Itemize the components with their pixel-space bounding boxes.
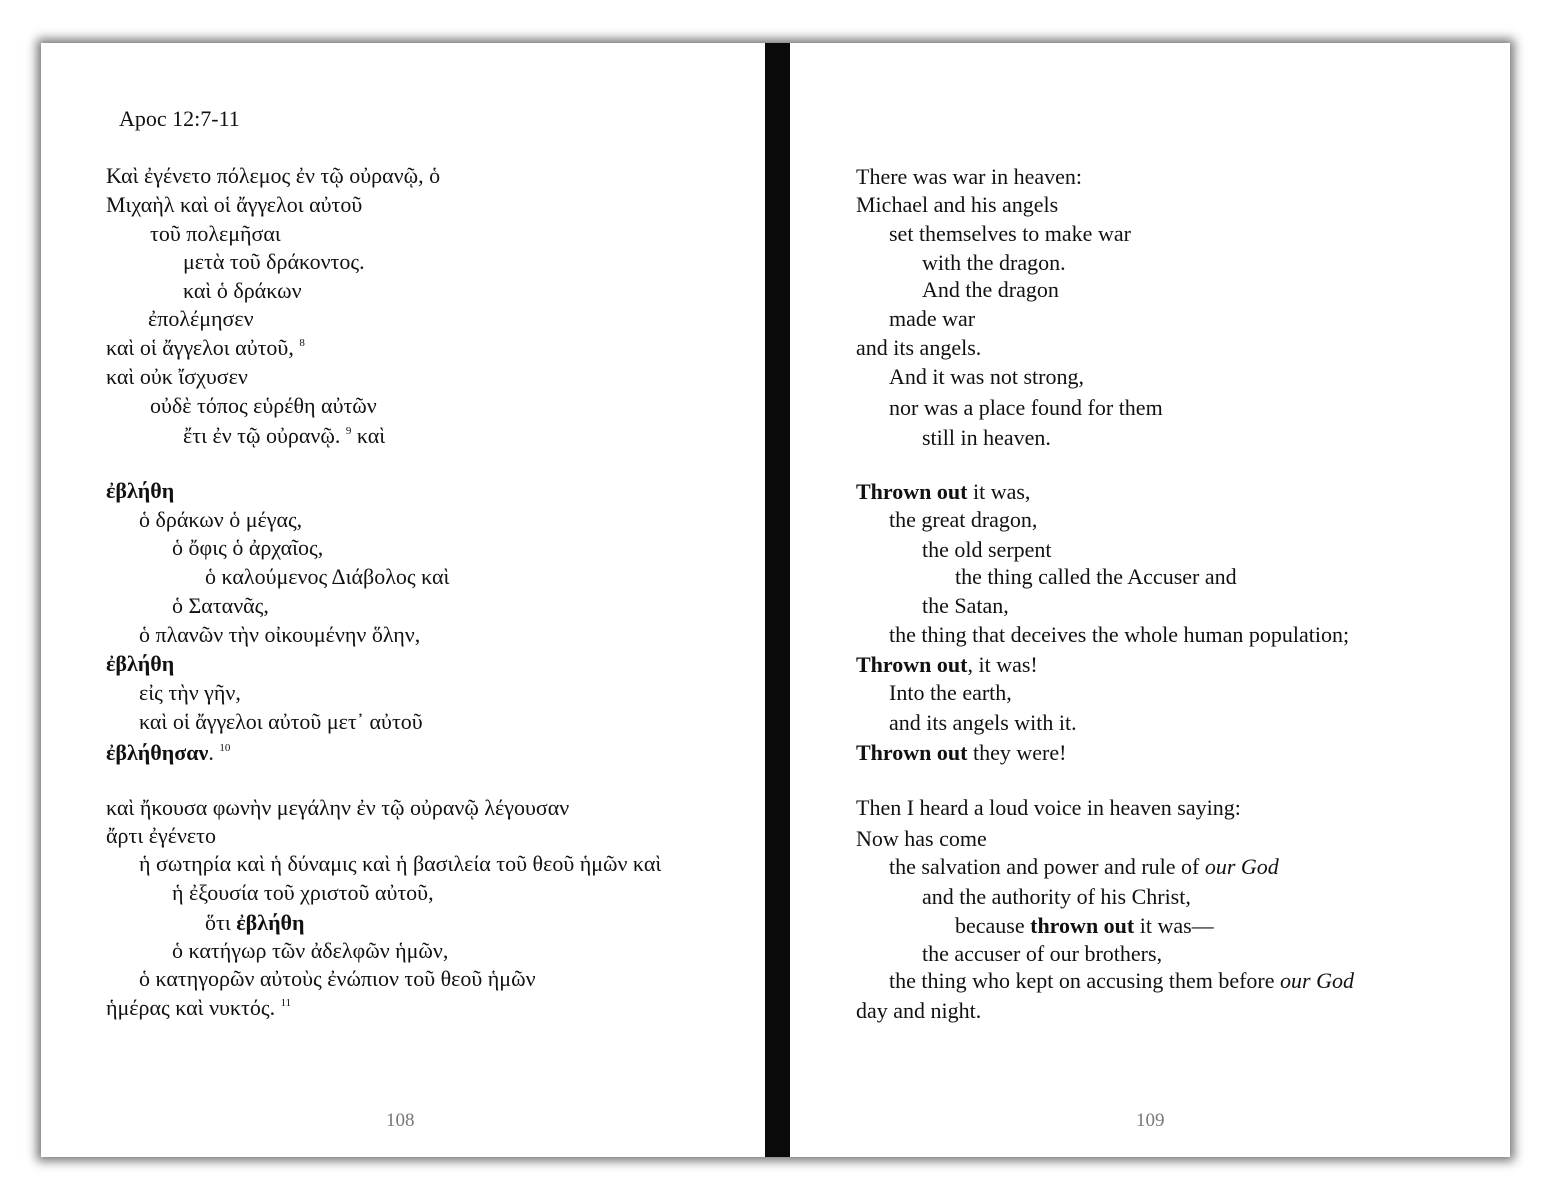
- text-line: [856, 651, 1038, 679]
- book-gutter: [765, 43, 790, 1157]
- text-segment: εἰς τὴν γῆν,: [139, 680, 241, 705]
- text-segment: Καὶ ἐγένετο πόλεμος ἐν τῷ οὐρανῷ, ὁ: [106, 163, 441, 188]
- text-line: [922, 249, 1066, 277]
- italic-phrase: our God: [1280, 968, 1354, 993]
- text-line: [922, 536, 1052, 564]
- text-line: [139, 506, 302, 534]
- text-line: [139, 965, 536, 993]
- text-line: [183, 422, 385, 450]
- text-segment: Μιχαὴλ καὶ οἱ ἄγγελοι αὐτοῦ: [106, 192, 363, 217]
- text-segment: ἄρτι ἐγένετο: [106, 823, 216, 848]
- text-line: [889, 679, 1012, 707]
- text-segment: Then I heard a loud voice in heaven saying:: [856, 795, 1241, 820]
- text-segment: it was,: [967, 479, 1031, 504]
- text-line: [889, 967, 1354, 995]
- text-line: [889, 506, 1037, 534]
- text-segment: ὁ καλούμενος Διάβολος καὶ: [205, 564, 450, 589]
- text-segment: καὶ οἱ ἄγγελοι αὐτοῦ,: [106, 335, 300, 360]
- text-segment: ὁ πλανῶν τὴν οἰκουμένην ὅλην,: [139, 622, 421, 647]
- text-line: [106, 739, 230, 767]
- text-segment: ἡμέρας καὶ νυκτός.: [106, 995, 281, 1020]
- text-segment: the old serpent: [922, 537, 1052, 562]
- text-line: [106, 794, 569, 822]
- bold-phrase: Thrown out: [856, 479, 968, 504]
- text-line: [148, 305, 254, 333]
- bold-phrase: Thrown out: [856, 652, 968, 677]
- text-segment: day and night.: [856, 998, 982, 1023]
- verse-number: 8: [299, 337, 305, 349]
- text-segment: because: [955, 913, 1031, 938]
- text-segment: Now has come: [856, 826, 987, 851]
- text-line: [856, 825, 987, 853]
- text-segment: the thing called the Accuser and: [955, 564, 1237, 589]
- text-segment: ὅτι: [205, 910, 237, 935]
- text-line: [205, 909, 305, 937]
- text-segment: and its angels.: [856, 335, 982, 360]
- verse-number: 9: [345, 425, 352, 437]
- text-line: [955, 563, 1237, 591]
- text-segment: And it was not strong,: [889, 364, 1084, 389]
- text-line: [106, 162, 440, 190]
- text-line: [139, 679, 241, 707]
- text-segment: καὶ οἱ ἄγγελοι αὐτοῦ μετ᾽ αὐτοῦ: [139, 709, 423, 734]
- text-segment: the great dragon,: [889, 507, 1038, 532]
- text-segment: καὶ: [351, 423, 386, 448]
- text-segment: μετὰ τοῦ δράκοντος.: [183, 249, 365, 274]
- text-line: [922, 276, 1059, 304]
- text-segment: οὐδὲ τόπος εὑρέθη αὐτῶν: [150, 393, 377, 418]
- text-segment: made war: [889, 306, 976, 331]
- bold-phrase: thrown out: [1030, 913, 1135, 938]
- bold-phrase: ἐβλήθησαν: [106, 740, 209, 765]
- text-segment: nor was a place found for them: [889, 395, 1163, 420]
- text-segment: , it was!: [967, 652, 1038, 677]
- text-segment: ὁ δράκων ὁ μέγας,: [139, 507, 303, 532]
- verse-number: 10: [219, 742, 231, 754]
- text-line: [106, 822, 216, 850]
- text-line: [106, 650, 174, 678]
- text-line: [106, 191, 362, 219]
- text-line: [889, 621, 1349, 649]
- book-spread: [41, 43, 1510, 1157]
- text-line: [922, 883, 1191, 911]
- text-line: [183, 248, 365, 276]
- text-line: [889, 305, 975, 333]
- page-number-left: 108: [386, 1110, 415, 1131]
- text-segment: still in heaven.: [922, 425, 1051, 450]
- text-segment: the thing that deceives the whole human population;: [889, 622, 1350, 647]
- text-line: [172, 534, 323, 562]
- text-line: [856, 794, 1241, 822]
- left-page: [41, 43, 765, 1157]
- text-line: [183, 277, 302, 305]
- text-segment: set themselves to make war: [889, 221, 1131, 246]
- text-line: [856, 191, 1058, 219]
- text-line: [922, 592, 1009, 620]
- text-line: [889, 363, 1084, 391]
- text-segment: ἐπολέμησεν: [148, 306, 254, 331]
- text-segment: they were!: [967, 740, 1067, 765]
- text-line: [205, 563, 449, 591]
- text-segment: ὁ ὄφις ὁ ἀρχαῖος,: [172, 535, 324, 560]
- text-segment: the thing who kept on accusing them before: [889, 968, 1281, 993]
- verse-number: 11: [280, 997, 292, 1009]
- text-line: [172, 937, 448, 965]
- text-segment: Michael and his angels: [856, 192, 1059, 217]
- text-segment: ὁ κατηγορῶν αὐτοὺς ἐνώπιον τοῦ θεοῦ ἡμῶν: [139, 966, 536, 991]
- text-line: [889, 853, 1279, 881]
- text-line: [856, 739, 1066, 767]
- text-line: [139, 708, 423, 736]
- text-line: [172, 879, 434, 907]
- text-line: [172, 592, 269, 620]
- text-line: [856, 163, 1082, 191]
- text-line: [106, 363, 248, 391]
- text-segment: καὶ ἤκουσα φωνὴν μεγάλην ἐν τῷ οὐρανῷ λέγουσαν: [106, 795, 570, 820]
- text-segment: And the dragon: [922, 277, 1059, 302]
- text-line: [106, 334, 305, 362]
- passage-header: Apoc 12:7-11: [119, 106, 240, 131]
- text-segment: with the dragon.: [922, 250, 1066, 275]
- text-line: [922, 424, 1051, 452]
- text-segment: Into the earth,: [889, 680, 1012, 705]
- text-segment: ὁ κατήγωρ τῶν ἀδελφῶν ἡμῶν,: [172, 938, 449, 963]
- text-segment: τοῦ πολεμῆσαι: [150, 221, 281, 246]
- text-line: [889, 220, 1131, 248]
- text-segment: and its angels with it.: [889, 710, 1077, 735]
- text-segment: ἔτι ἐν τῷ οὐρανῷ.: [183, 423, 346, 448]
- text-line: [955, 912, 1214, 940]
- text-segment: ὁ Σατανᾶς,: [172, 593, 269, 618]
- text-segment: the accuser of our brothers,: [922, 941, 1163, 966]
- italic-phrase: our God: [1204, 854, 1279, 879]
- text-segment: There was war in heaven:: [856, 164, 1083, 189]
- right-page: [790, 43, 1510, 1157]
- text-line: [150, 220, 281, 248]
- bold-phrase: ἐβλήθη: [106, 651, 175, 676]
- bold-phrase: ἐβλήθη: [236, 910, 305, 935]
- page-number-right: 109: [1136, 1110, 1165, 1131]
- text-line: [106, 994, 291, 1022]
- bold-phrase: ἐβλήθη: [106, 478, 175, 503]
- text-line: [856, 334, 981, 362]
- text-line: [139, 850, 661, 878]
- text-segment: ἡ σωτηρία καὶ ἡ δύναμις καὶ ἡ βασιλεία τοῦ θεοῦ ἡμῶν καὶ: [139, 851, 662, 876]
- text-line: [150, 392, 377, 420]
- text-segment: the salvation and power and rule of: [889, 854, 1205, 879]
- text-segment: and the authority of his Christ,: [922, 884, 1191, 909]
- text-line: [856, 997, 981, 1025]
- text-line: [889, 394, 1163, 422]
- text-segment: it was—: [1134, 913, 1214, 938]
- bold-phrase: Thrown out: [856, 740, 968, 765]
- text-line: [139, 621, 420, 649]
- text-line: [856, 478, 1030, 506]
- text-segment: the Satan,: [922, 593, 1009, 618]
- text-line: [106, 477, 174, 505]
- text-line: [922, 940, 1162, 968]
- text-segment: .: [208, 740, 220, 765]
- text-line: [889, 709, 1077, 737]
- text-segment: καὶ ὁ δράκων: [183, 278, 302, 303]
- text-segment: καὶ οὐκ ἴσχυσεν: [106, 364, 248, 389]
- text-segment: ἡ ἐξουσία τοῦ χριστοῦ αὐτοῦ,: [172, 880, 434, 905]
